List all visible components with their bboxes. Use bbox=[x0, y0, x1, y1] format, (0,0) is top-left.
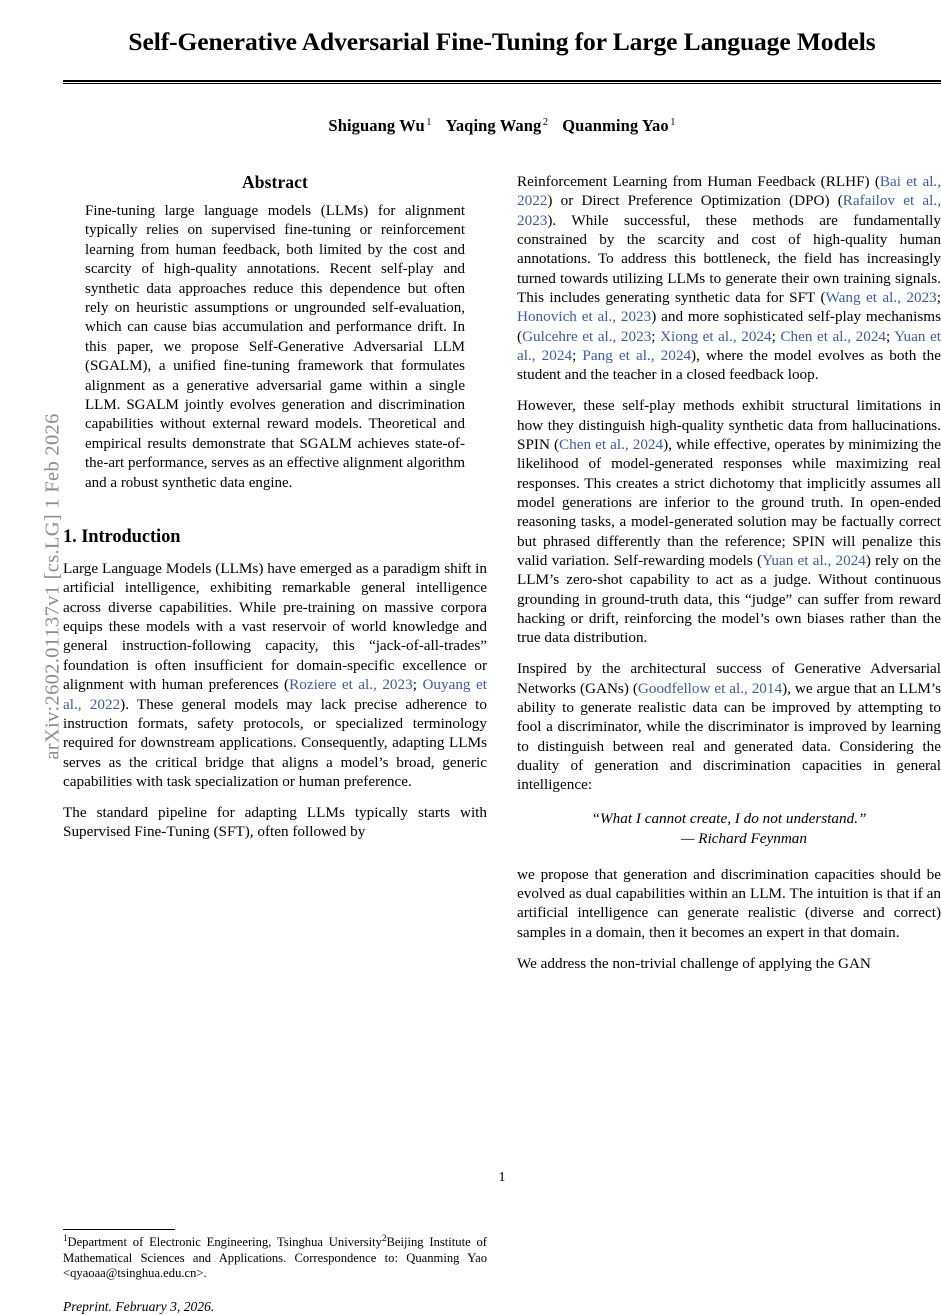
author-list bbox=[63, 116, 941, 136]
paragraph-right-5: We address the non-trivial challenge of applying the GAN bbox=[517, 954, 871, 972]
author-name: Shiguang Wu bbox=[328, 116, 425, 136]
page-number: 1 bbox=[498, 1170, 506, 1185]
paragraph-right-2: However, these self-play methods exhibit structural limitations in how they distinguish high-quality synthetic data from hallucinations. SPIN (Chen et al., 2024), while effective, operates by minimizing the likelihood of model-generated responses while maximizing real responses. This creates a strict dichotomy that implicitly assumes all model generations are inferior to the ground truth. In open-ended reasoning tasks, a model-generated solution may be factually correct but phrased differently than the reference; SPIN will penalize this valid variation. Self-rewarding models (Yuan et al., 2024) rely on the LLM’s zero-shot capability to act as a judge. Without continuous grounding in ground-truth data, this “judge” can suffer from reward hacking or drift, reinforcing the model’s own biases rather than the true data distribution. bbox=[517, 397, 941, 647]
citation-link[interactable]: Roziere et al., 2023 bbox=[289, 676, 413, 694]
citation-link[interactable]: Yuan et al., 2024 bbox=[517, 327, 941, 365]
abstract-block bbox=[63, 172, 487, 493]
author-entry bbox=[446, 116, 549, 135]
citation-link[interactable]: Rafailov et al., 2023 bbox=[517, 192, 941, 229]
preprint-notice: Preprint. February 3, 2026. bbox=[63, 1298, 215, 1314]
author-name: Quanming Yao bbox=[562, 116, 669, 136]
paragraph-right-1: Reinforcement Learning from Human Feedback (RLHF) (Bai et al., 2022) or Direct Preference Optimization (DPO) (Rafailov et al., 2023). While successful, these methods are fundamentally constrained by the scarcity and cost of high-quality human annotations. To address this bottleneck, the field has increasingly turned towards utilizing LLMs to generate their own training signals. This includes generating synthetic data for SFT (Wang et al., 2023; Honovich et al., 2023) and more sophisticated self-play mechanisms (Gulcehre et al., 2023; Xiong et al., 2024; Chen et al., 2024; Yuan et al., 2024; Pang et al., 2024), where the model evolves as both the student and the teacher in a closed feedback loop. bbox=[517, 173, 941, 384]
citation-link[interactable]: Wang et al., 2023 bbox=[825, 289, 937, 307]
page-title: Self-Generative Adversarial Fine-Tuning for Large Language Models bbox=[128, 27, 876, 56]
author-affiliation-marker: 2 bbox=[542, 116, 549, 128]
arxiv-identifier-stamp: arXiv:2602.01137v1 [cs.LG] 1 Feb 2026 bbox=[41, 413, 64, 760]
citation-link[interactable]: Chen et al., 2024 bbox=[780, 327, 887, 345]
footnote-marker-1: 1 bbox=[63, 1232, 68, 1243]
two-column-body bbox=[63, 172, 941, 1314]
citation-link[interactable]: Gulcehre et al., 2023 bbox=[522, 327, 652, 345]
citation-link[interactable]: Xiong et al., 2024 bbox=[660, 327, 772, 345]
footnote-area bbox=[63, 1229, 487, 1315]
footnote-affiliation-1: Department of Electronic Engineering, Tsinghua University bbox=[67, 1235, 382, 1249]
citation-link[interactable]: Goodfellow et al., 2014 bbox=[637, 679, 783, 697]
footnote-affiliation-2: Beijing Institute of Mathematical Sciences and Applications. Correspondence to: Quanming Yao <qyaoaa@tsinghua.edu.cn>. bbox=[63, 1235, 487, 1281]
citation-link[interactable]: Bai et al., 2022 bbox=[517, 173, 941, 210]
title-block bbox=[63, 0, 941, 84]
author-entry bbox=[328, 116, 431, 135]
author-affiliation-marker: 1 bbox=[670, 116, 676, 128]
citation-link[interactable]: Chen et al., 2024 bbox=[559, 435, 664, 453]
title-divider bbox=[63, 80, 941, 85]
footnote-divider bbox=[63, 1229, 175, 1230]
right-column bbox=[517, 172, 941, 984]
citation-link[interactable]: Yuan et al., 2024 bbox=[762, 552, 866, 570]
footnote-marker-2: 2 bbox=[381, 1232, 387, 1243]
section-heading-introduction: 1. Introduction bbox=[63, 527, 181, 548]
paragraph-intro-2: The standard pipeline for adapting LLMs typically starts with Supervised Fine-Tuning (SFT), often followed by bbox=[63, 803, 487, 841]
paper-content bbox=[63, 0, 941, 1314]
citation-link[interactable]: Honovich et al., 2023 bbox=[517, 308, 652, 326]
author-name: Yaqing Wang bbox=[445, 116, 542, 136]
paragraph-intro-1: Large Language Models (LLMs) have emerged as a paradigm shift in artificial intelligence, exhibiting remarkable general intelligence across diverse capabilities. While pre-training on massive corpora equips these models with a vast reservoir of world knowledge and general instruction-following capacity, this “jack-of-all-trades” foundation is often insufficient for domain-specific excellence or alignment with human preferences (Roziere et al., 2023; Ouyang et al., 2022). These general models may lack precise adherence to instruction formats, safety protocols, or specialized terminology required for downstream applications. Consequently, adapting LLMs serves as the critical bridge that aligns a model’s broad, generic capabilities with task specialization or human preference. bbox=[63, 560, 487, 790]
author-entry bbox=[562, 116, 675, 135]
citation-link[interactable]: Ouyang et al., 2022 bbox=[63, 676, 487, 713]
paragraph-right-4: we propose that generation and discrimination capacities should be evolved as dual capabilities within an LLM. The intuition is that if an artificial intelligence can generate realistic (diverse and correct) samples in a domain, then it becomes an expert in that domain. bbox=[517, 865, 941, 941]
citation-link[interactable]: Pang et al., 2024 bbox=[582, 347, 692, 365]
abstract-heading: Abstract bbox=[242, 172, 308, 192]
pull-quote bbox=[517, 809, 941, 849]
left-column bbox=[63, 172, 487, 1314]
quote-attribution: — Richard Feynman bbox=[681, 829, 807, 847]
paragraph-right-3: Inspired by the architectural success of Generative Adversarial Networks (GANs) (Goodfellow et al., 2014), we argue that an LLM’s ability to generate realistic data can be improved by attempting to fool a discriminator, while the discriminator is improved by learning to distinguish between real and generated data. Considering the duality of generation and discrimination capacities in general intelligence: bbox=[517, 660, 941, 794]
abstract-text: Fine-tuning large language models (LLMs) for alignment typically relies on supervised fine-tuning or reinforcement learning from human feedback, both limited by the cost and scarcity of high-quality annotations. Recent self-play and synthetic data approaches reduce this dependence but often rely on heuristic assumptions or ungrounded self-evaluation, which can cause bias accumulation and performance drift. In this paper, we propose Self-Generative Adversarial LLM (SGALM), a unified fine-tuning framework that formulates alignment as a generative adversarial game within a single LLM. SGALM jointly evolves generation and discrimination capabilities without external reward models. Theoretical and empirical results demonstrate that SGALM achieves state-of-the-art performance, serves as an effective alignment algorithm and a robust synthetic data engine. bbox=[85, 203, 465, 491]
footnote-affiliations bbox=[63, 1232, 487, 1282]
quote-text: “What I cannot create, I do not understand.” bbox=[591, 809, 867, 827]
author-affiliation-marker: 1 bbox=[426, 116, 432, 128]
